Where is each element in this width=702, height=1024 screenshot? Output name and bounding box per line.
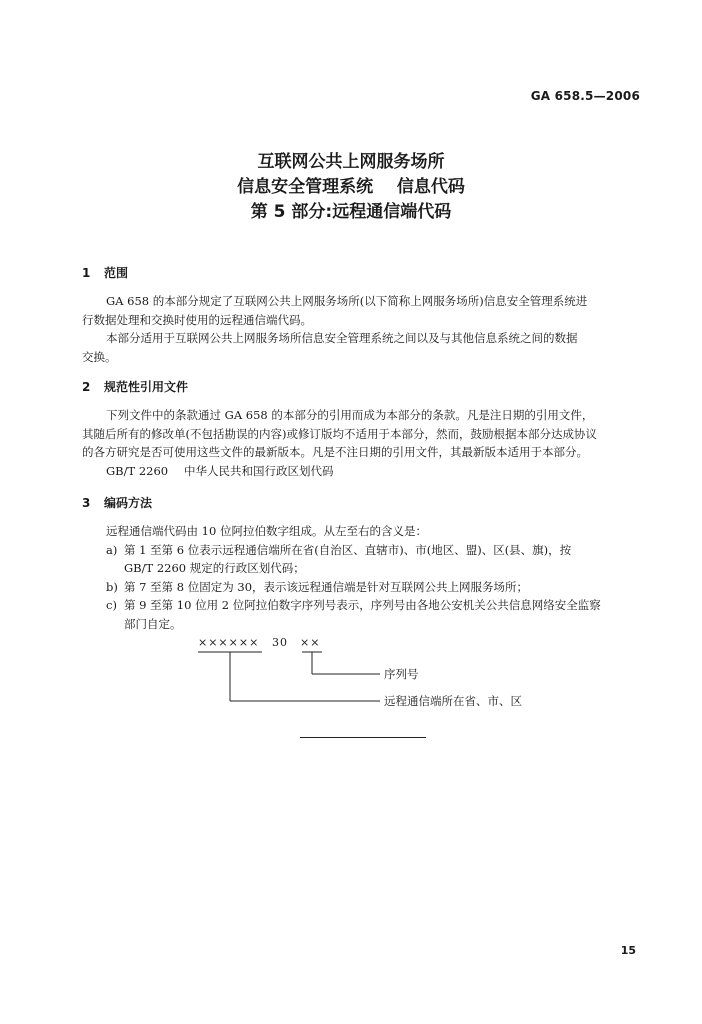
section-heading	[82, 378, 642, 396]
list-marker: a)	[106, 542, 118, 557]
list-text: 第 9 至第 10 位用 2 位阿拉伯数字序列号表示，序列号由各地公安机关公共信息网络安全监察	[124, 598, 601, 612]
paragraph-line: 下列文件中的条款通过 GA 658 的本部分的引用而成为本部分的条款。凡是注日期的引用文件，	[106, 408, 594, 422]
standard-code: GA 658.5—2006	[530, 89, 640, 103]
section-title: 编码方法	[104, 496, 153, 510]
paragraph-line: 行数据处理和交换时使用的远程通信端代码。	[82, 312, 312, 327]
page-number: 15	[620, 944, 636, 957]
paragraph-line: 远程通信端代码由 10 位阿拉伯数字组成。从左至右的含义是：	[106, 524, 427, 538]
section-number: 2	[82, 380, 91, 394]
section-normative-references	[82, 378, 642, 480]
region-label: 远程通信端所在省、市、区	[384, 694, 522, 708]
title-line-1: 互联网公共上网服务场所	[257, 152, 445, 172]
serial-code-placeholder: ××	[300, 636, 321, 649]
section-title: 范围	[104, 266, 129, 280]
section-scope	[82, 264, 642, 366]
title-line-3: 第 5 部分:远程通信端代码	[250, 202, 452, 222]
fixed-code-30: 30	[272, 636, 288, 649]
list-item-a	[82, 541, 642, 578]
list-item-c	[82, 596, 642, 633]
list-text: 第 1 至第 6 位表示远程通信端所在省(自治区、直辖市)、市(地区、盟)、区(县、旗)，按	[124, 542, 572, 557]
document-title	[0, 150, 702, 225]
list-text: 第 7 至第 8 位固定为 30，表示该远程通信端是针对互联网公共上网服务场所；	[124, 579, 529, 594]
code-structure-diagram	[198, 636, 558, 716]
reference-entry	[82, 462, 642, 481]
list-marker: b)	[106, 579, 118, 594]
list-item-b	[82, 578, 642, 597]
paragraph-line: 交换。	[82, 349, 117, 364]
section-title: 规范性引用文件	[104, 380, 189, 394]
region-code-placeholder: ××××××	[198, 636, 260, 649]
paragraph-line: 本部分适用于互联网公共上网服务场所信息安全管理系统之间以及与其他信息系统之间的数据	[106, 331, 578, 345]
reference-code: GB/T 2260	[106, 463, 169, 478]
list-text: GB/T 2260 规定的行政区划代码；	[124, 561, 305, 575]
section-number: 3	[82, 496, 91, 510]
end-divider	[300, 737, 426, 738]
paragraph-line: GA 658 的本部分规定了互联网公共上网服务场所(以下简称上网服务场所)信息安全管理系统进	[106, 294, 588, 308]
section-number: 1	[82, 266, 91, 280]
section-heading	[82, 264, 642, 282]
paragraph-line: 其随后所有的修改单(不包括勘误的内容)或修订版均不适用于本部分，然而，鼓励根据本部分达成协议	[82, 426, 597, 441]
title-line-2: 信息安全管理系统 信息代码	[237, 177, 465, 197]
list-text: 部门自定。	[124, 616, 182, 631]
section-coding-method	[82, 494, 642, 633]
reference-title: 中华人民共和国行政区划代码	[184, 463, 334, 478]
list-marker: c)	[106, 598, 117, 612]
serial-number-label: 序列号	[384, 667, 419, 681]
paragraph-line: 的各方研究是否可使用这些文件的最新版本。凡是不注日期的引用文件，其最新版本适用于本部分。	[82, 445, 588, 459]
section-heading	[82, 494, 642, 512]
